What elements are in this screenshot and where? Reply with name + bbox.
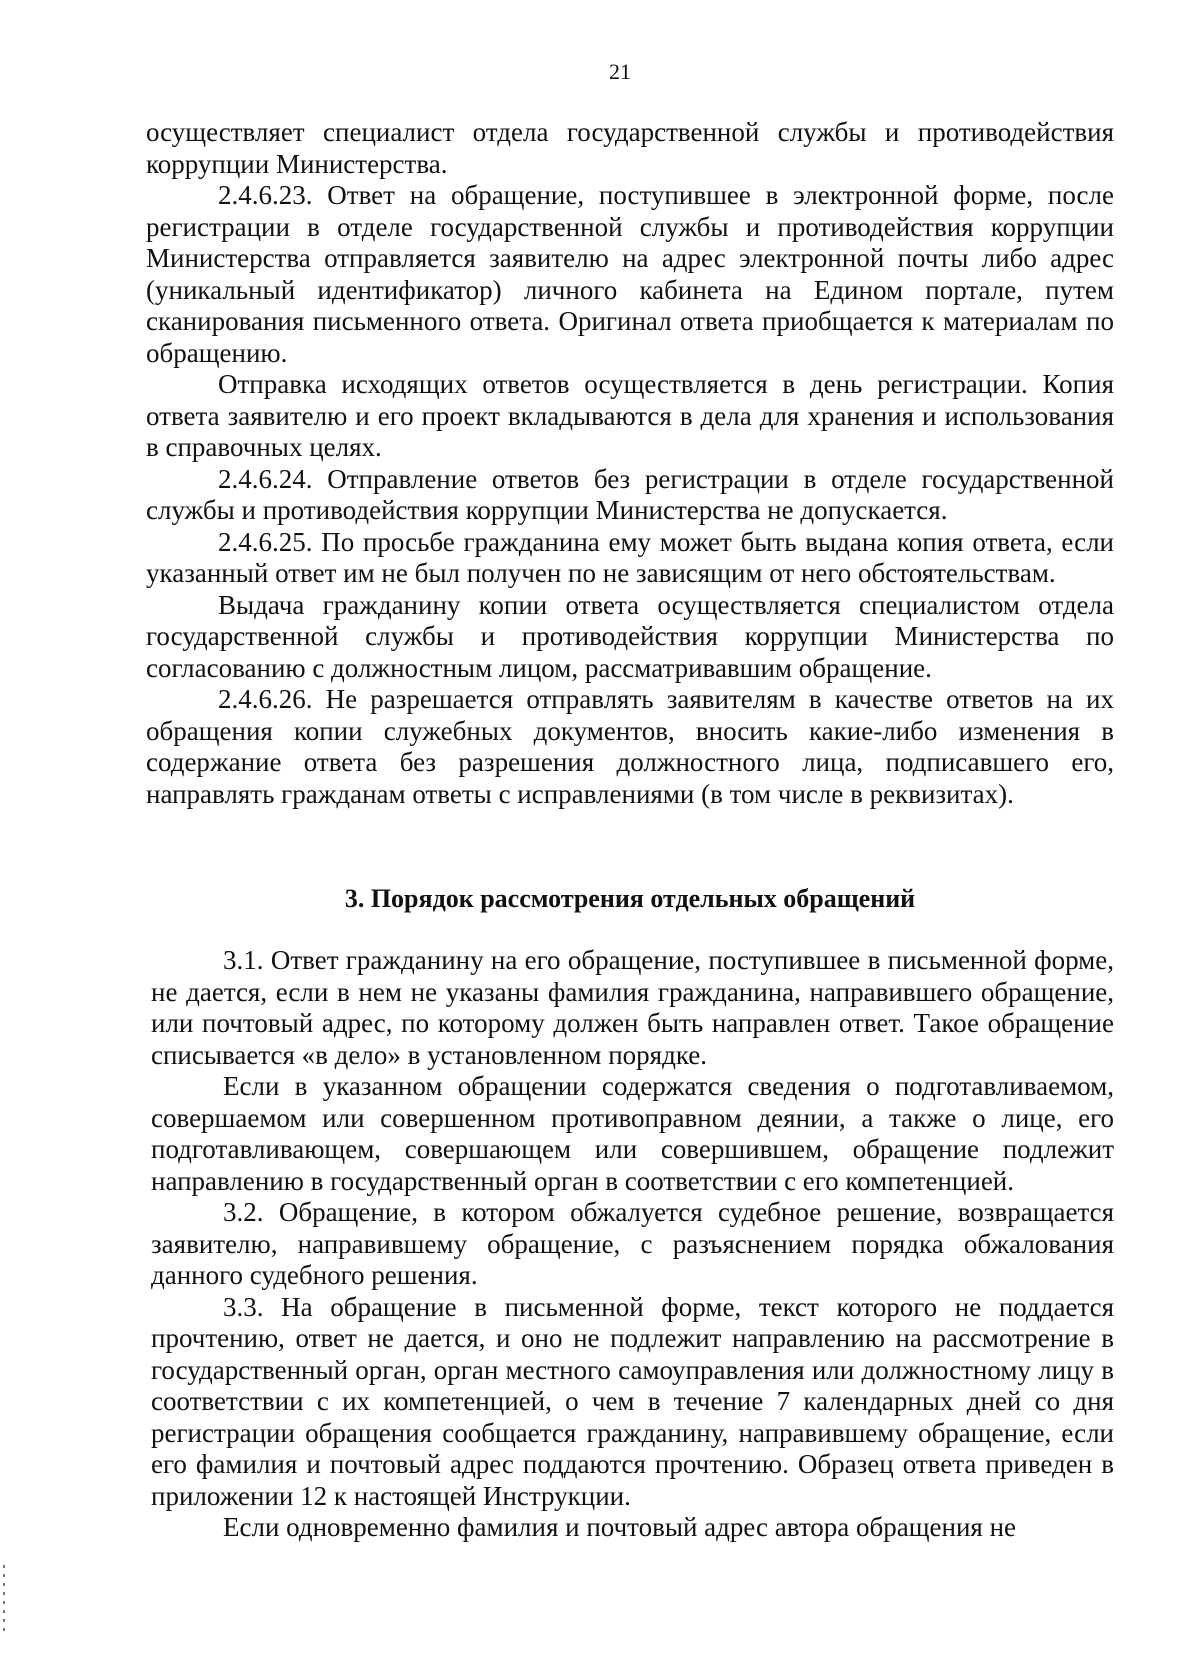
paragraph: 2.4.6.25. По просьбе гражданина ему может быть выдана копия ответа, если указанный ответ им не был получен по не зависящим от него обстоятельствам.: [146, 526, 1114, 588]
paragraph: Отправка исходящих ответов осуществляется в день регистрации. Копия ответа заявителю и его проект вкладываются в дела для хранения и использования в справочных целях.: [146, 369, 1114, 462]
scan-edge-mark: [3, 1565, 5, 1635]
paragraph: 2.4.6.24. Отправление ответов без регистрации в отделе государственной службы и противодействия коррупции Министерства не допускается.: [146, 463, 1114, 525]
paragraph: осуществляет специалист отдела государственной службы и противодействия коррупции Министерства.: [146, 117, 1114, 179]
body-text-block-2: [151, 945, 1114, 1544]
paragraph: 3.1. Ответ гражданину на его обращение, поступившее в письменной форме, не дается, если в нем не указаны фамилия гражданина, направившего обращение, или почтовый адрес, по которому должен быть направлен ответ. Такое обращение списывается «в дело» в установленном порядке.: [151, 945, 1114, 1070]
paragraph: Если в указанном обращении содержатся сведения о подготавливаемом, совершаемом или совершенном противоправном деянии, а также о лице, его подготавливающем, совершающем или совершившем, обращение подлежит направлению в государственный орган в соответствии с его компетенцией.: [151, 1071, 1114, 1196]
paragraph: 2.4.6.23. Ответ на обращение, поступившее в электронной форме, после регистрации в отделе государственной службы и противодействия коррупции Министерства отправляется заявителю на адрес электронной почты либо адрес (уникальный идентификатор) личного кабинета на Едином портале, путем сканирования письменного ответа. Оригинал ответа приобщается к материалам по обращению.: [146, 180, 1114, 368]
section-heading: 3. Порядок рассмотрения отдельных обращений: [344, 884, 916, 913]
paragraph: 2.4.6.26. Не разрешается отправлять заявителям в качестве ответов на их обращения копии служебных документов, вносить какие-либо изменения в содержание ответа без разрешения должностного лица, подписавшего его, направлять гражданам ответы с исправлениями (в том числе в реквизитах).: [146, 684, 1114, 809]
paragraph: Если одновременно фамилия и почтовый адрес автора обращения не: [223, 1512, 1017, 1542]
body-text-block-1: [146, 117, 1114, 810]
paragraph: 3.2. Обращение, в котором обжалуется судебное решение, возвращается заявителю, направившему обращение, с разъяснением порядка обжалования данного судебного решения.: [151, 1197, 1114, 1290]
page-number: 21: [609, 59, 631, 84]
paragraph: 3.3. На обращение в письменной форме, текст которого не поддается прочтению, ответ не дается, и оно не подлежит направлению на рассмотрение в государственный орган, орган местного самоуправления или должностному лицу в соответствии с их компетенцией, о чем в течение 7 календарных дней со дня регистрации обращения сообщается гражданину, направившему обращение, если его фамилия и почтовый адрес поддаются прочтению. Образец ответа приведен в приложении 12 к настоящей Инструкции.: [151, 1291, 1114, 1511]
paragraph: Выдача гражданину копии ответа осуществляется специалистом отдела государственной службы и противодействия коррупции Министерства по согласованию с должностным лицом, рассматривавшим обращение.: [146, 589, 1114, 683]
